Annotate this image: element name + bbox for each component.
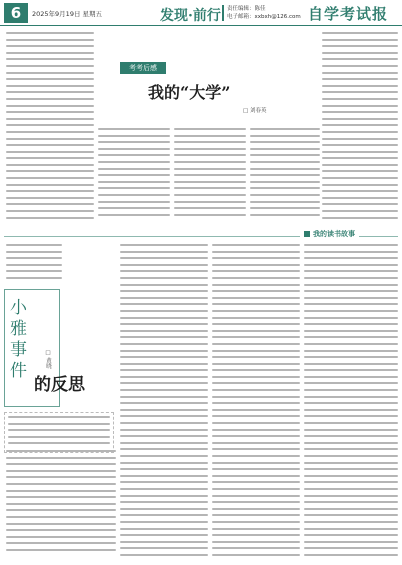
masthead — [0, 0, 402, 26]
editor-info — [222, 5, 301, 21]
text-column-9 — [212, 244, 300, 561]
editor-name: 责任编辑：陈佳 — [227, 6, 266, 12]
editor-note — [4, 412, 114, 453]
text-column-10 — [304, 244, 398, 561]
text-column-7 — [6, 450, 116, 556]
issue-date: 2025年9月19日 星期五 — [32, 10, 103, 18]
series-subtitle: 的反思 — [34, 375, 85, 395]
text-column-8 — [120, 244, 208, 561]
text-column-3 — [174, 128, 246, 220]
paper-logo: 自学考试报 — [307, 5, 388, 23]
text-column-4 — [250, 128, 320, 220]
text-column-1 — [6, 32, 94, 223]
essay-title: 我的“大学” — [148, 83, 231, 102]
text-column-6 — [6, 244, 62, 284]
essay-header — [98, 62, 298, 118]
text-column-5 — [322, 32, 398, 223]
essay-byline: □ 刘春英 — [243, 108, 267, 114]
series-title: 小雅事件 — [10, 298, 27, 381]
page-number: 6 — [4, 3, 28, 23]
essay-tag: 考考后感 — [120, 62, 166, 74]
series-header: 我的读书故事 — [300, 229, 359, 239]
series-author: □ 黄晓 — [45, 350, 51, 369]
editor-email: 电子邮箱：xxbxh@126.com — [227, 14, 301, 20]
section-title: 发现·前行 — [160, 8, 221, 24]
editor-note-lines — [8, 416, 110, 444]
text-column-2 — [98, 128, 170, 220]
